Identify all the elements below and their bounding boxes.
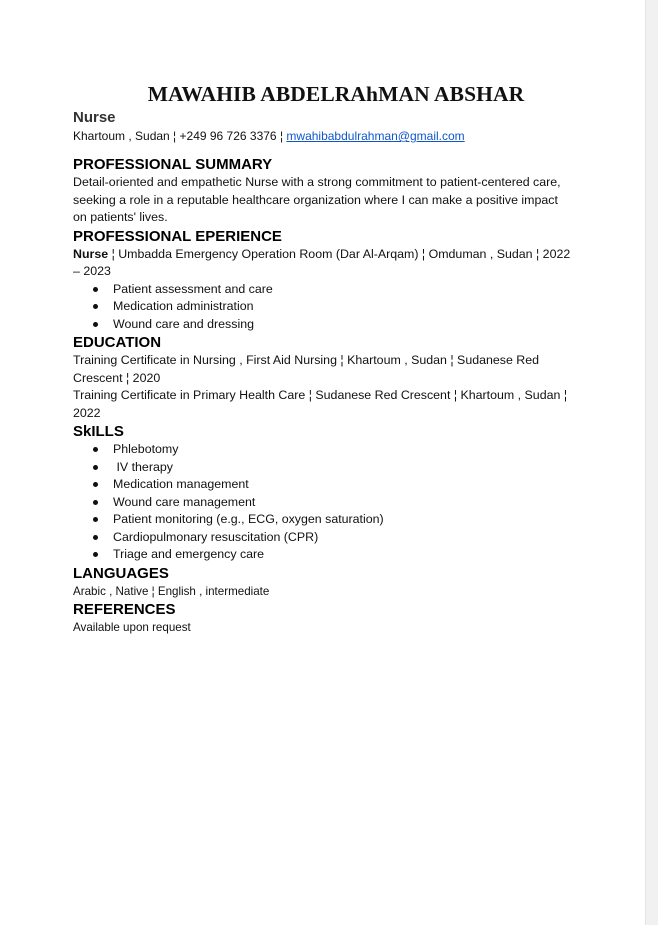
- references-section: [73, 600, 573, 636]
- contact-details: Khartoum , Sudan ¦ +249 96 726 3376 ¦: [73, 129, 287, 143]
- languages-heading: LANGUAGES: [73, 564, 169, 582]
- email-link[interactable]: mwahibabdulrahman@gmail.com: [286, 129, 465, 143]
- experience-title: Nurse: [73, 246, 109, 261]
- list-item: IV therapy: [113, 459, 573, 477]
- education-heading: EDUCATION: [73, 334, 162, 351]
- experience-list: [73, 281, 573, 334]
- list-item: Wound care and dressing: [113, 316, 573, 334]
- list-item: Patient assessment and care: [113, 281, 573, 299]
- list-item: Cardiopulmonary resuscitation (CPR): [113, 529, 573, 547]
- list-item: Medication management: [113, 476, 573, 494]
- list-item: Triage and emergency care: [113, 546, 573, 564]
- skills-list: [73, 441, 573, 564]
- education-section: [73, 333, 573, 422]
- list-item: Patient monitoring (e.g., ECG, oxygen saturation): [113, 511, 573, 529]
- list-item: Medication administration: [113, 298, 573, 316]
- candidate-role: Nurse: [73, 109, 116, 126]
- skills-section: [73, 422, 573, 564]
- contact-line: [73, 128, 573, 145]
- experience-section: [73, 227, 573, 334]
- summary-text: Detail-oriented and empathetic Nurse with a strong commitment to patient-centered care, seeking a role in a reputable healthcare organization where I can make a positive impact on patients' lives.: [73, 175, 561, 224]
- languages-text: Arabic , Native ¦ English , intermediate: [73, 584, 270, 598]
- experience-entry: [73, 246, 573, 281]
- education-entry: Training Certificate in Primary Health Care ¦ Sudanese Red Crescent ¦ Khartoum , Sudan ¦ 2022: [73, 388, 568, 420]
- skills-heading: SkILLS: [73, 423, 124, 440]
- languages-section: [73, 564, 573, 600]
- experience-details: ¦ Umbadda Emergency Operation Room (Dar Al-Arqam) ¦ Omduman , Sudan ¦ 2022 – 2023: [73, 246, 571, 278]
- summary-section: [73, 155, 573, 227]
- resume-content: [73, 82, 573, 636]
- list-item: Wound care management: [113, 494, 573, 512]
- experience-heading: PROFESSIONAL EPERIENCE: [73, 227, 282, 245]
- list-item: Phlebotomy: [113, 441, 573, 459]
- education-entry: Training Certificate in Nursing , First Aid Nursing ¦ Khartoum , Sudan ¦ Sudanese Red Crescent ¦ 2020: [73, 353, 540, 385]
- references-heading: REFERENCES: [73, 600, 176, 618]
- summary-heading: PROFESSIONAL SUMMARY: [73, 156, 273, 173]
- candidate-name: MAWAHIB ABDELRAhMAN ABSHAR: [147, 82, 525, 106]
- references-text: Available upon request: [73, 620, 191, 634]
